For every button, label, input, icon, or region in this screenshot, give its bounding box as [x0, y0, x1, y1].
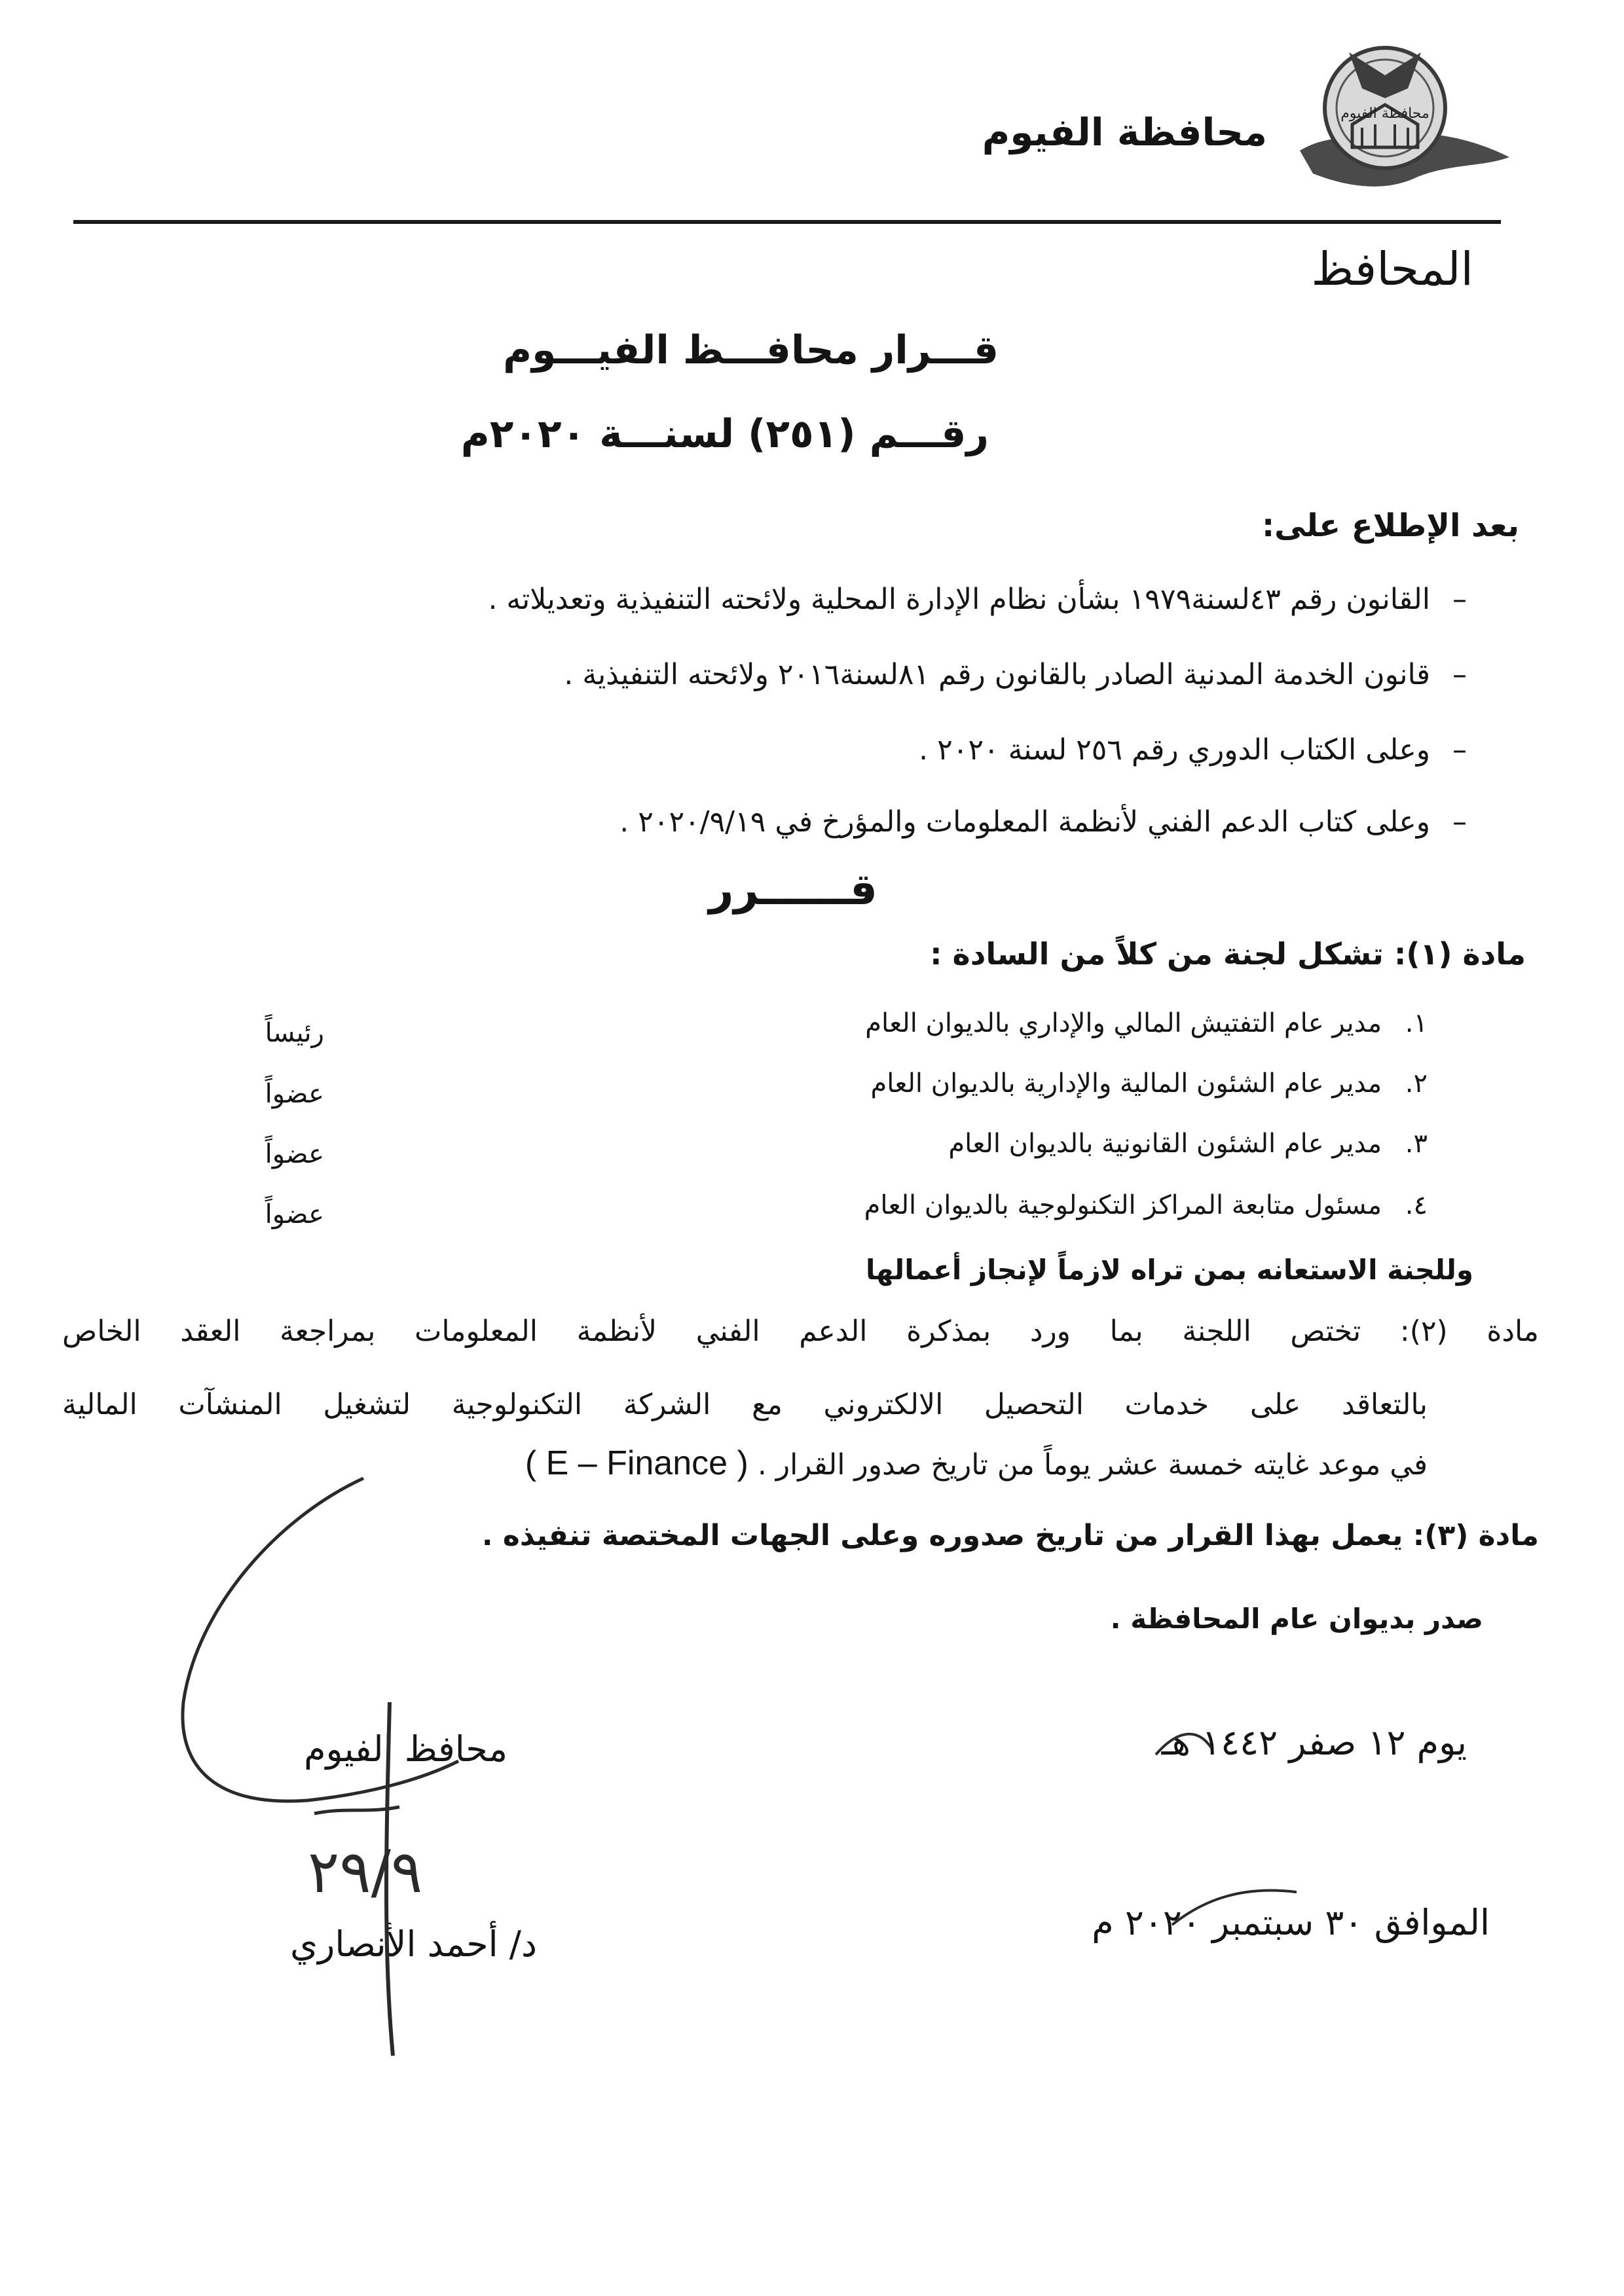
decree-number: رقـــم (٢٥١) لسنـــة ٢٠٢٠م: [460, 411, 989, 457]
member-role: عضواً: [265, 1079, 324, 1109]
committee-member: [865, 1008, 1428, 1038]
governorate-seal-logo: [1287, 26, 1516, 203]
preamble-heading: بعد الإطلاع على:: [1261, 507, 1519, 544]
decided-heading: قــــــرر: [709, 864, 877, 915]
member-title: مسئول متابعة المراكز التكنولوجية بالديوان العام: [864, 1190, 1382, 1220]
committee-member: [864, 1190, 1428, 1220]
member-role: عضواً: [265, 1199, 324, 1230]
member-number: ٣.: [1405, 1129, 1428, 1159]
member-role: عضواً: [265, 1139, 324, 1169]
bullet-dash: –: [1452, 583, 1467, 616]
preamble-item-text: وعلى كتاب الدعم الفني لأنظمة المعلومات والمؤرخ في ٢٠٢٠/٩/١٩ .: [619, 805, 1430, 839]
preamble-item-text: قانون الخدمة المدنية الصادر بالقانون رقم ٨١لسنة٢٠١٦ ولائحته التنفيذية .: [564, 658, 1430, 691]
governorate-name: محافظة الفيوم: [982, 110, 1267, 155]
member-role: رئيساً: [265, 1018, 324, 1048]
member-title: مدير عام الشئون القانونية بالديوان العام: [948, 1129, 1382, 1159]
issued-at: صدر بديوان عام المحافظة .: [1110, 1603, 1483, 1635]
preamble-item-text: وعلى الكتاب الدوري رقم ٢٥٦ لسنة ٢٠٢٠ .: [919, 733, 1430, 767]
signatory-title: محافظ الفيوم: [304, 1728, 507, 1770]
preamble-item: [488, 583, 1467, 616]
bullet-dash: –: [1452, 805, 1467, 839]
committee-member: [948, 1129, 1428, 1159]
svg-text:محافظة الفيوم: محافظة الفيوم: [1340, 105, 1430, 122]
office-label: المحافظ: [1311, 242, 1473, 296]
member-number: ٢.: [1405, 1068, 1428, 1099]
article-2-text: [525, 1444, 1428, 1483]
svg-text:٢٩/٩: ٢٩/٩: [308, 1838, 423, 1906]
header-divider: [73, 220, 1501, 224]
hijri-date: يوم ١٢ صفر ١٤٤٢ هـ: [1161, 1722, 1467, 1763]
decree-title: قـــرار محافـــظ الفيـــوم: [503, 327, 999, 373]
committee-note: وللجنة الاستعانه بمن تراه لازماً لإنجاز أعمالها: [865, 1254, 1473, 1286]
article-2-text: مادة (٢): تختص اللجنة بما ورد بمذكرة الدعم الفني لأنظمة المعلومات بمراجعة العقد الخاص: [62, 1315, 1539, 1348]
member-title: مدير عام التفتيش المالي والإداري بالديوان العام: [865, 1008, 1382, 1038]
member-number: ٤.: [1405, 1190, 1428, 1220]
signatory-name: د/ أحمد الأنصاري: [290, 1923, 537, 1965]
member-title: مدير عام الشئون المالية والإدارية بالديوان العام: [870, 1068, 1382, 1099]
article-2-text: بالتعاقد على خدمات التحصيل الالكتروني مع الشركة التكنولوجية لتشغيل المنشآت المالية: [62, 1388, 1428, 1421]
bullet-dash: –: [1452, 658, 1467, 691]
gregorian-date: الموافق ٣٠ سبتمبر ٢٠٢٠ م: [1092, 1902, 1490, 1943]
article-3-text: مادة (٣): يعمل بهذا القرار من تاريخ صدوره وعلى الجهات المختصة تنفيذه .: [481, 1519, 1539, 1552]
preamble-item: [564, 658, 1467, 691]
article-1-heading: مادة (١): تشكل لجنة من كلاً من السادة :: [930, 936, 1526, 972]
article-2-deadline: في موعد غايته خمسة عشر يوماً من تاريخ صدور القرار .: [757, 1448, 1428, 1482]
e-finance-label: ( E – Finance ): [525, 1444, 748, 1482]
committee-member: [870, 1068, 1428, 1099]
preamble-item: [919, 733, 1467, 767]
preamble-item: [619, 805, 1467, 839]
member-number: ١.: [1405, 1008, 1428, 1038]
bullet-dash: –: [1452, 733, 1467, 767]
preamble-item-text: القانون رقم ٤٣لسنة١٩٧٩ بشأن نظام الإدارة المحلية ولائحته التنفيذية وتعديلاته .: [488, 583, 1430, 616]
